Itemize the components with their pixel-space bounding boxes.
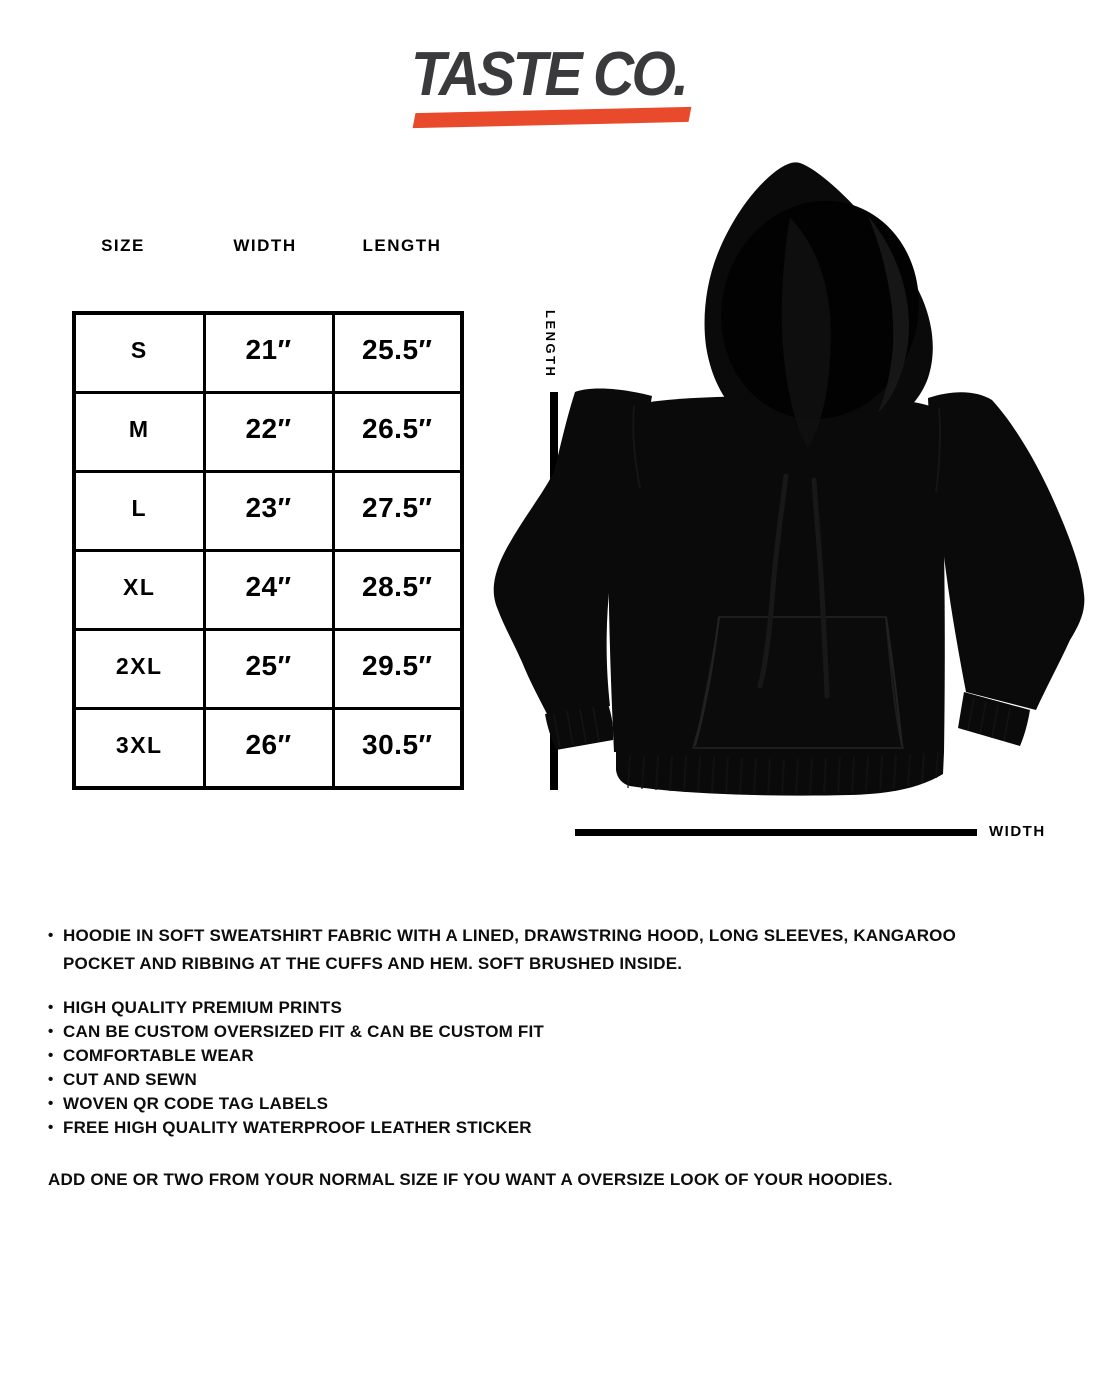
hoodie-kangaroo-pocket — [693, 617, 903, 748]
logo-underline-swoosh — [413, 107, 692, 128]
width-cell: 23″ — [204, 472, 333, 551]
feature-list-item: • HIGH QUALITY PREMIUM PRINTS — [48, 996, 1006, 1020]
size-cell: L — [74, 472, 204, 551]
column-header-width: WIDTH — [233, 236, 297, 255]
width-cell: 24″ — [204, 551, 333, 630]
width-cell: 21″ — [204, 313, 333, 393]
feature-list-item: • CAN BE CUSTOM OVERSIZED FIT & CAN BE CUSTOM FIT — [48, 1020, 1006, 1044]
length-cell: 27.5″ — [333, 472, 462, 551]
feature-list-item: • FREE HIGH QUALITY WATERPROOF LEATHER STICKER — [48, 1116, 1006, 1140]
length-cell: 29.5″ — [333, 630, 462, 709]
feature-list-item: • CUT AND SEWN — [48, 1068, 1006, 1092]
length-cell: 28.5″ — [333, 551, 462, 630]
feature-list-item: • COMFORTABLE WEAR — [48, 1044, 1006, 1068]
size-cell: 3XL — [74, 709, 204, 789]
hoodie-product-image — [490, 158, 1090, 838]
width-cell: 25″ — [204, 630, 333, 709]
size-cell: XL — [74, 551, 204, 630]
feature-list — [48, 922, 1006, 1140]
length-cell: 26.5″ — [333, 393, 462, 472]
width-axis-label: WIDTH — [989, 823, 1046, 840]
width-cell: 26″ — [204, 709, 333, 789]
size-chart-row — [74, 709, 462, 789]
size-chart-row — [74, 393, 462, 472]
length-cell: 25.5″ — [333, 313, 462, 393]
length-cell: 30.5″ — [333, 709, 462, 789]
size-cell: 2XL — [74, 630, 204, 709]
size-chart-row — [74, 313, 462, 393]
size-chart-table — [72, 311, 464, 790]
size-chart-row — [74, 630, 462, 709]
size-chart-row — [74, 472, 462, 551]
column-header-size: SIZE — [101, 236, 145, 255]
size-chart-row — [74, 551, 462, 630]
brand-logo: TASTE CO. — [411, 40, 687, 109]
column-header-length: LENGTH — [362, 236, 442, 255]
size-cell: M — [74, 393, 204, 472]
size-cell: S — [74, 313, 204, 393]
hoodie-right-sleeve — [928, 392, 1084, 710]
feature-list-item: • WOVEN QR CODE TAG LABELS — [48, 1092, 1006, 1116]
width-cell: 22″ — [204, 393, 333, 472]
sizing-note: ADD ONE OR TWO FROM YOUR NORMAL SIZE IF YOU WANT A OVERSIZE LOOK OF YOUR HOODIES. — [48, 1170, 893, 1189]
length-axis-label: LENGTH — [543, 310, 558, 379]
feature-list-item: • HOODIE IN SOFT SWEATSHIRT FABRIC WITH A LINED, DRAWSTRING HOOD, LONG SLEEVES, KANGAROO POCKET AND RIBBING AT THE CUFFS AND HEM. SOFT BRUSHED INSIDE. — [48, 922, 1006, 978]
product-description — [48, 922, 1060, 1192]
